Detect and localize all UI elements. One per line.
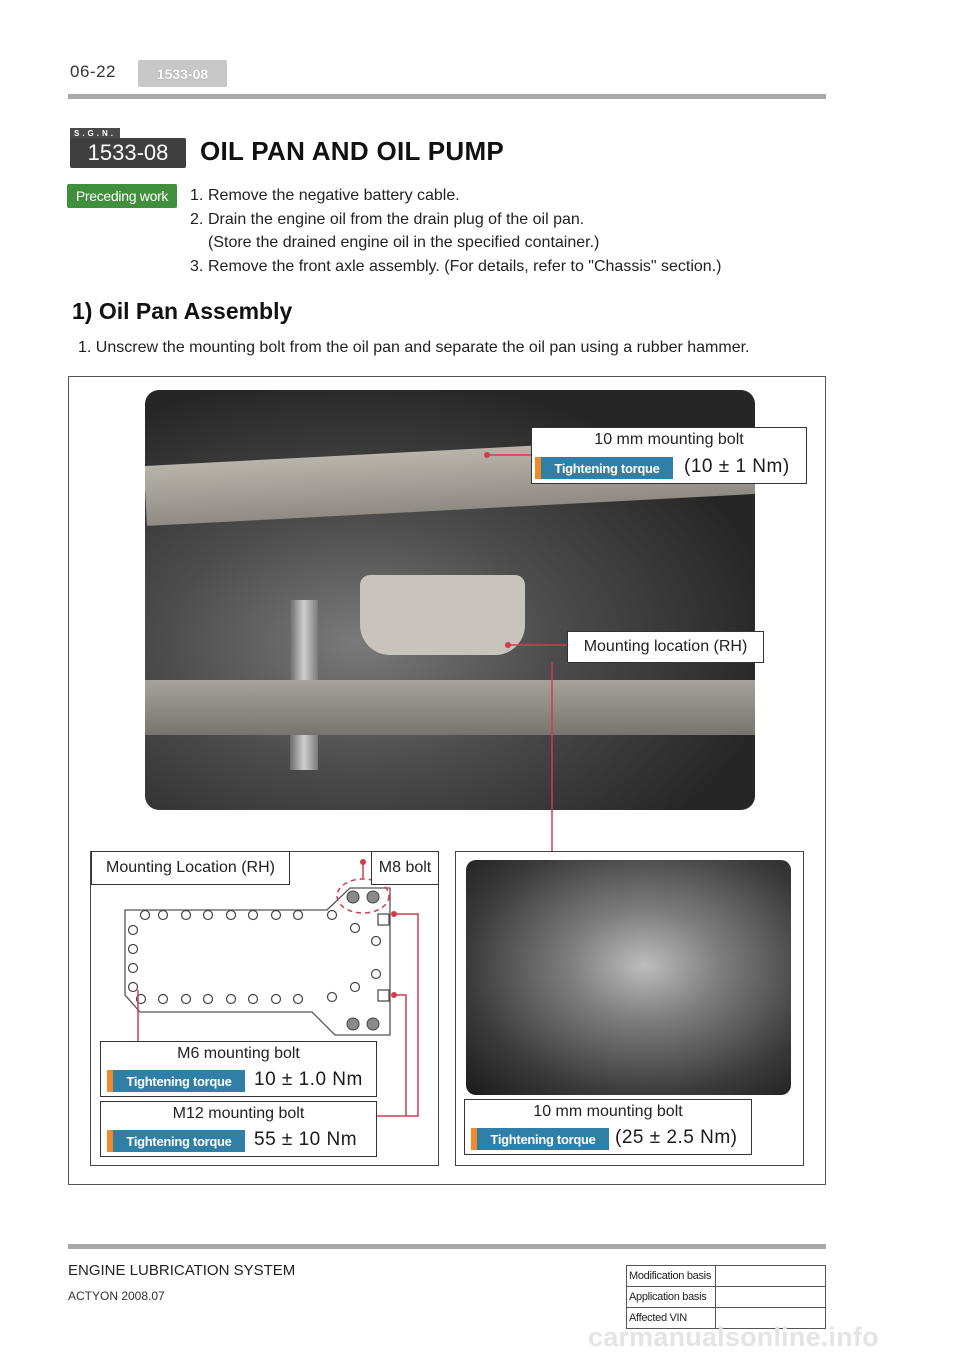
torque-value: 55 ± 10 Nm xyxy=(254,1129,358,1150)
tab-m8-bolt: M8 bolt xyxy=(371,851,439,885)
torque-badge: Tightening torque xyxy=(471,1128,609,1150)
leader-dot-top-bolt xyxy=(484,452,490,458)
section-code-badge: 1533-08 xyxy=(70,138,186,168)
section-title: OIL PAN AND OIL PUMP xyxy=(200,136,505,166)
callout-label: M12 mounting bolt xyxy=(172,1105,305,1122)
callout-label: M6 mounting bolt xyxy=(177,1045,300,1062)
page-number: 06-22 xyxy=(70,62,116,81)
torque-badge: Tightening torque xyxy=(107,1130,245,1152)
torque-value: 10 ± 1.0 Nm xyxy=(254,1069,363,1090)
modification-table xyxy=(626,1265,826,1329)
watermark: carmanualsonline.info xyxy=(588,1322,879,1352)
callout-top-bolt xyxy=(531,427,807,484)
tab-mounting-location: Mounting Location (RH) xyxy=(91,851,290,885)
leader-dot-mount-rh xyxy=(505,642,511,648)
callout-label: 10 mm mounting bolt xyxy=(594,431,744,448)
callout-m12-bolt xyxy=(100,1101,377,1157)
subsection-title: 1) Oil Pan Assembly xyxy=(72,298,293,324)
callout-m6-bolt xyxy=(100,1041,377,1097)
list-item: 2. Drain the engine oil from the drain plug of the oil pan. xyxy=(190,210,585,228)
list-item: 3. Remove the front axle assembly. (For details, refer to "Chassis" section.) xyxy=(190,257,722,275)
preceding-work-badge: Preceding work xyxy=(67,184,177,208)
callout-label: 10 mm mounting bolt xyxy=(533,1103,683,1120)
torque-badge: Tightening torque xyxy=(535,457,673,479)
oil-pump-photo xyxy=(466,860,791,1095)
header-code-badge: 1533-08 xyxy=(138,60,227,87)
callout-pump-bolt xyxy=(464,1099,752,1155)
footer-title: ENGINE LUBRICATION SYSTEM xyxy=(68,1262,296,1279)
step-text: 1. Unscrew the mounting bolt from the oil pan and separate the oil pan using a rubber hammer. xyxy=(78,339,750,356)
footer-divider xyxy=(68,1244,826,1249)
list-item: 1. Remove the negative battery cable. xyxy=(190,187,460,204)
torque-value: (25 ± 2.5 Nm) xyxy=(615,1127,738,1148)
footer-model: ACTYON 2008.07 xyxy=(68,1289,165,1303)
torque-badge: Tightening torque xyxy=(107,1070,245,1092)
callout-mount-rh: Mounting location (RH) xyxy=(567,631,764,663)
table-row: Modification basis xyxy=(627,1266,826,1287)
torque-value: (10 ± 1 Nm) xyxy=(684,456,790,477)
list-item: (Store the drained engine oil in the specified container.) xyxy=(208,234,600,251)
sgn-tag: S.G.N. xyxy=(70,128,120,139)
table-row: Affected VIN xyxy=(627,1308,826,1329)
table-row: Application basis xyxy=(627,1287,826,1308)
